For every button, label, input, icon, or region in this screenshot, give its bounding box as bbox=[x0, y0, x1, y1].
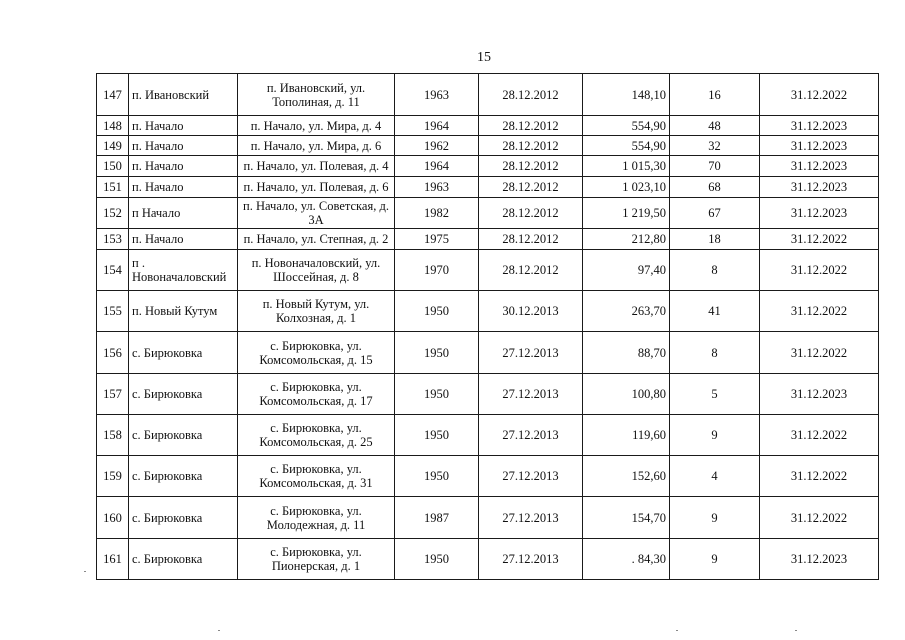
row-number-cell: 151 bbox=[97, 177, 129, 198]
locality-cell: с. Бирюковка bbox=[129, 539, 238, 580]
locality-cell: с. Бирюковка bbox=[129, 415, 238, 456]
date-cell: 28.12.2012 bbox=[479, 250, 583, 291]
year-cell: 1970 bbox=[395, 250, 479, 291]
year-cell: 1964 bbox=[395, 156, 479, 177]
count-cell: 48 bbox=[670, 116, 760, 136]
date-cell: 27.12.2013 bbox=[479, 456, 583, 497]
table-row bbox=[97, 415, 879, 456]
area-cell: 154,70 bbox=[583, 497, 670, 539]
date-cell: 28.12.2012 bbox=[479, 136, 583, 156]
table-row bbox=[97, 136, 879, 156]
scan-speck bbox=[676, 630, 678, 631]
table-row bbox=[97, 250, 879, 291]
year-cell: 1975 bbox=[395, 229, 479, 250]
date-cell: 30.12.2013 bbox=[479, 291, 583, 332]
locality-cell: п. Ивановский bbox=[129, 74, 238, 116]
area-cell: 97,40 bbox=[583, 250, 670, 291]
due-date-cell: 31.12.2023 bbox=[760, 177, 879, 198]
table-row bbox=[97, 291, 879, 332]
due-date-cell: 31.12.2022 bbox=[760, 332, 879, 374]
row-number-cell: 154 bbox=[97, 250, 129, 291]
due-date-cell: 31.12.2022 bbox=[760, 497, 879, 539]
row-number-cell: 150 bbox=[97, 156, 129, 177]
table-row bbox=[97, 229, 879, 250]
count-cell: 8 bbox=[670, 332, 760, 374]
date-cell: 28.12.2012 bbox=[479, 198, 583, 229]
count-cell: 9 bbox=[670, 415, 760, 456]
table-row bbox=[97, 497, 879, 539]
table-row bbox=[97, 456, 879, 497]
year-cell: 1950 bbox=[395, 374, 479, 415]
scan-speck bbox=[218, 630, 220, 631]
count-cell: 41 bbox=[670, 291, 760, 332]
date-cell: 28.12.2012 bbox=[479, 74, 583, 116]
locality-cell: п. Новый Кутум bbox=[129, 291, 238, 332]
year-cell: 1950 bbox=[395, 291, 479, 332]
due-date-cell: 31.12.2023 bbox=[760, 539, 879, 580]
date-cell: 28.12.2012 bbox=[479, 116, 583, 136]
count-cell: 16 bbox=[670, 74, 760, 116]
area-cell: 148,10 bbox=[583, 74, 670, 116]
area-cell: 119,60 bbox=[583, 415, 670, 456]
scan-speck bbox=[795, 630, 797, 631]
count-cell: 67 bbox=[670, 198, 760, 229]
table-row bbox=[97, 156, 879, 177]
area-cell: 100,80 bbox=[583, 374, 670, 415]
table-body bbox=[97, 74, 879, 580]
due-date-cell: 31.12.2023 bbox=[760, 116, 879, 136]
area-cell: 212,80 bbox=[583, 229, 670, 250]
count-cell: 68 bbox=[670, 177, 760, 198]
date-cell: 27.12.2013 bbox=[479, 497, 583, 539]
address-cell: п. Начало, ул. Степная, д. 2 bbox=[238, 229, 395, 250]
locality-cell: п. Начало bbox=[129, 156, 238, 177]
date-cell: 28.12.2012 bbox=[479, 177, 583, 198]
count-cell: 70 bbox=[670, 156, 760, 177]
row-number-cell: 147 bbox=[97, 74, 129, 116]
area-cell: 1 023,10 bbox=[583, 177, 670, 198]
locality-cell: с. Бирюковка bbox=[129, 456, 238, 497]
row-number-cell: 152 bbox=[97, 198, 129, 229]
row-number-cell: 158 bbox=[97, 415, 129, 456]
locality-cell: п. Начало bbox=[129, 136, 238, 156]
row-number-cell: 148 bbox=[97, 116, 129, 136]
address-cell: с. Бирюковка, ул. Пионерская, д. 1 bbox=[238, 539, 395, 580]
address-cell: п. Начало, ул. Мира, д. 6 bbox=[238, 136, 395, 156]
count-cell: 4 bbox=[670, 456, 760, 497]
locality-cell: п Начало bbox=[129, 198, 238, 229]
address-cell: п. Начало, ул. Мира, д. 4 bbox=[238, 116, 395, 136]
table-row bbox=[97, 332, 879, 374]
row-number-cell: 160 bbox=[97, 497, 129, 539]
address-cell: с. Бирюковка, ул. Молодежная, д. 11 bbox=[238, 497, 395, 539]
area-cell: 263,70 bbox=[583, 291, 670, 332]
year-cell: 1950 bbox=[395, 539, 479, 580]
date-cell: 27.12.2013 bbox=[479, 539, 583, 580]
year-cell: 1950 bbox=[395, 415, 479, 456]
area-cell: . 84,30 bbox=[583, 539, 670, 580]
locality-cell: п. Начало bbox=[129, 177, 238, 198]
year-cell: 1962 bbox=[395, 136, 479, 156]
address-cell: п. Новоначаловский, ул. Шоссейная, д. 8 bbox=[238, 250, 395, 291]
row-number-cell: 159 bbox=[97, 456, 129, 497]
date-cell: 27.12.2013 bbox=[479, 415, 583, 456]
due-date-cell: 31.12.2023 bbox=[760, 374, 879, 415]
date-cell: 27.12.2013 bbox=[479, 332, 583, 374]
year-cell: 1950 bbox=[395, 332, 479, 374]
locality-cell: с. Бирюковка bbox=[129, 497, 238, 539]
due-date-cell: 31.12.2022 bbox=[760, 291, 879, 332]
locality-cell: с. Бирюковка bbox=[129, 374, 238, 415]
scan-speck bbox=[84, 571, 86, 572]
row-number-cell: 155 bbox=[97, 291, 129, 332]
count-cell: 9 bbox=[670, 539, 760, 580]
address-cell: п. Начало, ул. Советская, д. 3А bbox=[238, 198, 395, 229]
count-cell: 32 bbox=[670, 136, 760, 156]
due-date-cell: 31.12.2023 bbox=[760, 156, 879, 177]
table-row bbox=[97, 74, 879, 116]
date-cell: 28.12.2012 bbox=[479, 156, 583, 177]
year-cell: 1963 bbox=[395, 177, 479, 198]
address-cell: п. Начало, ул. Полевая, д. 4 bbox=[238, 156, 395, 177]
year-cell: 1950 bbox=[395, 456, 479, 497]
area-cell: 88,70 bbox=[583, 332, 670, 374]
locality-cell: п. Начало bbox=[129, 116, 238, 136]
address-cell: с. Бирюковка, ул. Комсомольская, д. 31 bbox=[238, 456, 395, 497]
due-date-cell: 31.12.2022 bbox=[760, 456, 879, 497]
address-cell: п. Новый Кутум, ул. Колхозная, д. 1 bbox=[238, 291, 395, 332]
table-row bbox=[97, 374, 879, 415]
due-date-cell: 31.12.2022 bbox=[760, 74, 879, 116]
area-cell: 1 219,50 bbox=[583, 198, 670, 229]
address-cell: п. Ивановский, ул. Тополиная, д. 11 bbox=[238, 74, 395, 116]
table-row bbox=[97, 177, 879, 198]
count-cell: 5 bbox=[670, 374, 760, 415]
date-cell: 27.12.2013 bbox=[479, 374, 583, 415]
table-row bbox=[97, 116, 879, 136]
area-cell: 554,90 bbox=[583, 136, 670, 156]
year-cell: 1964 bbox=[395, 116, 479, 136]
locality-cell: с. Бирюковка bbox=[129, 332, 238, 374]
year-cell: 1982 bbox=[395, 198, 479, 229]
date-cell: 28.12.2012 bbox=[479, 229, 583, 250]
locality-cell: п . Новоначаловский bbox=[129, 250, 238, 291]
count-cell: 9 bbox=[670, 497, 760, 539]
due-date-cell: 31.12.2022 bbox=[760, 415, 879, 456]
due-date-cell: 31.12.2022 bbox=[760, 229, 879, 250]
year-cell: 1987 bbox=[395, 497, 479, 539]
address-cell: с. Бирюковка, ул. Комсомольская, д. 17 bbox=[238, 374, 395, 415]
row-number-cell: 153 bbox=[97, 229, 129, 250]
count-cell: 8 bbox=[670, 250, 760, 291]
row-number-cell: 157 bbox=[97, 374, 129, 415]
due-date-cell: 31.12.2023 bbox=[760, 198, 879, 229]
address-cell: с. Бирюковка, ул. Комсомольская, д. 25 bbox=[238, 415, 395, 456]
area-cell: 554,90 bbox=[583, 116, 670, 136]
housing-register-table bbox=[96, 73, 879, 580]
page-number: 15 bbox=[477, 50, 491, 65]
row-number-cell: 156 bbox=[97, 332, 129, 374]
address-cell: с. Бирюковка, ул. Комсомольская, д. 15 bbox=[238, 332, 395, 374]
area-cell: 1 015,30 bbox=[583, 156, 670, 177]
area-cell: 152,60 bbox=[583, 456, 670, 497]
table-row bbox=[97, 539, 879, 580]
count-cell: 18 bbox=[670, 229, 760, 250]
table-row bbox=[97, 198, 879, 229]
address-cell: п. Начало, ул. Полевая, д. 6 bbox=[238, 177, 395, 198]
due-date-cell: 31.12.2023 bbox=[760, 136, 879, 156]
due-date-cell: 31.12.2022 bbox=[760, 250, 879, 291]
locality-cell: п. Начало bbox=[129, 229, 238, 250]
year-cell: 1963 bbox=[395, 74, 479, 116]
row-number-cell: 161 bbox=[97, 539, 129, 580]
row-number-cell: 149 bbox=[97, 136, 129, 156]
